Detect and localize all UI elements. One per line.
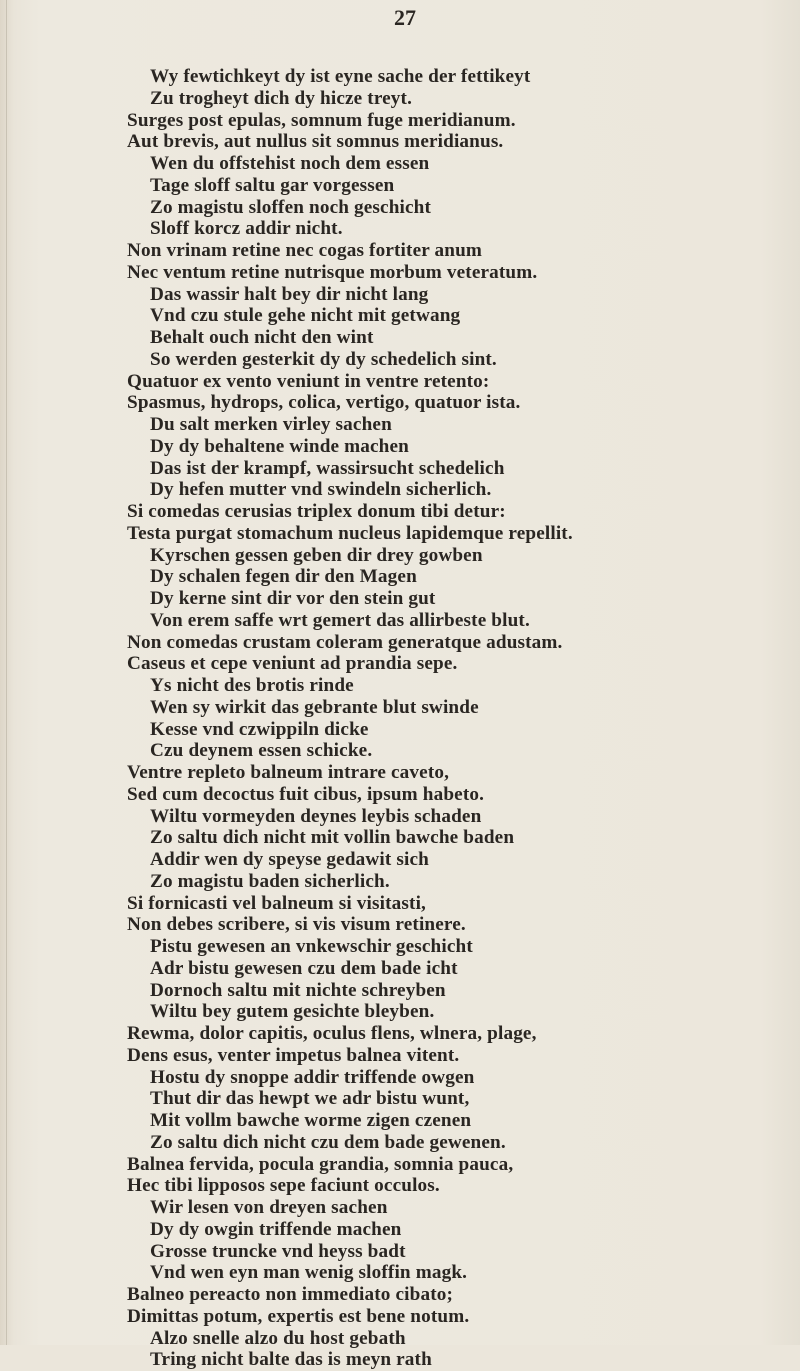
german-verse-line: Zo saltu dich nicht czu dem bade gewenen. — [150, 1131, 506, 1153]
latin-verse-line: Hec tibi lipposos sepe faciunt occulos. — [127, 1175, 440, 1197]
german-verse-line: Alzo snelle alzo du host gebath — [150, 1327, 406, 1349]
german-verse-line: Dy kerne sint dir vor den stein gut — [150, 588, 436, 609]
german-verse-line: Mit vollm bawche worme zigen czenen — [150, 1110, 472, 1131]
german-verse-line: Vnd czu stule gehe nicht mit getwang — [150, 305, 461, 327]
german-verse-line: Du salt merken virley sachen — [150, 414, 392, 435]
german-verse-line: Pistu gewesen an vnkewschir geschicht — [150, 936, 473, 957]
german-verse-line: Zo saltu dich nicht mit vollin bawche baden — [150, 827, 515, 849]
latin-verse-line: Non comedas crustam coleram generatque adustam. — [127, 631, 563, 653]
german-verse-line: Dornoch saltu mit nichte schreyben — [150, 979, 446, 1001]
latin-verse-line: Non debes scribere, si vis visum retinere. — [127, 914, 466, 936]
german-verse-line: Addir wen dy speyse gedawit sich — [150, 849, 429, 870]
german-verse-line: Tage sloff saltu gar vorgessen — [150, 174, 395, 196]
latin-verse-line: Non vrinam retine nec cogas fortiter anum — [127, 240, 483, 261]
german-verse-line: Von erem saffe wrt gemert das allirbeste blut. — [150, 609, 530, 631]
german-verse-line: Wir lesen von dreyen sachen — [150, 1197, 388, 1218]
latin-verse-line: Nec ventum retine nutrisque morbum veteratum. — [127, 261, 538, 283]
latin-verse-line: Balneo pereacto non immediato cibato; — [127, 1284, 454, 1305]
german-verse-line: Ys nicht des brotis rinde — [150, 675, 354, 696]
german-verse-line: Wy fewtichkeyt dy ist eyne sache der fettikeyt — [150, 66, 531, 87]
german-verse-line: Behalt ouch nicht den wint — [150, 327, 374, 348]
german-verse-line: Wen sy wirkit das gebrante blut swinde — [150, 696, 479, 718]
german-verse-line: Kesse vnd czwippiln dicke — [150, 718, 369, 740]
german-verse-line: Das wassir halt bey dir nicht lang — [150, 283, 429, 305]
german-verse-line: Wen du offstehist noch dem essen — [150, 153, 430, 174]
german-verse-line: Dy schalen fegen dir den Magen — [150, 566, 417, 588]
page-gutter-edge — [6, 0, 7, 1345]
german-verse-line: Zu trogheyt dich dy hicze treyt. — [150, 87, 413, 109]
german-verse-line: Adr bistu gewesen czu dem bade icht — [150, 957, 458, 979]
german-verse-line: Kyrschen gessen geben dir drey gowben — [150, 544, 483, 566]
latin-verse-line: Dimittas potum, expertis est bene notum. — [127, 1305, 470, 1327]
latin-verse-line: Sed cum decoctus fuit cibus, ipsum habeto. — [127, 783, 485, 805]
german-verse-line: Zo magistu sloffen noch geschicht — [150, 196, 432, 218]
latin-verse-line: Si comedas cerusias triplex donum tibi detur: — [127, 501, 506, 522]
german-verse-line: Dy dy owgin triffende machen — [150, 1218, 402, 1240]
latin-verse-line: Testa purgat stomachum nucleus lapidemque repellit. — [127, 522, 573, 544]
latin-verse-line: Aut brevis, aut nullus sit somnus meridianus. — [127, 131, 504, 153]
german-verse-line: Czu deynem essen schicke. — [150, 740, 373, 762]
latin-verse-line: Quatuor ex vento veniunt in ventre retento: — [127, 370, 490, 392]
german-verse-line: Sloff korcz addir nicht. — [150, 218, 343, 240]
latin-verse-line: Surges post epulas, somnum fuge meridianum. — [127, 109, 516, 131]
german-verse-line: Zo magistu baden sicherlich. — [150, 870, 390, 892]
german-verse-line: So werden gesterkit dy dy schedelich sint. — [150, 348, 497, 370]
german-verse-line: Dy hefen mutter vnd swindeln sicherlich. — [150, 479, 492, 501]
latin-verse-line: Ventre repleto balneum intrare caveto, — [127, 762, 450, 783]
german-verse-line: Dy dy behaltene winde machen — [150, 435, 409, 457]
german-verse-line: Thut dir das hewpt we adr bistu wunt, — [150, 1088, 470, 1110]
german-verse-line: Wiltu bey gutem gesichte bleyben. — [150, 1001, 435, 1023]
german-verse-line: Vnd wen eyn man wenig sloffin magk. — [150, 1262, 468, 1284]
latin-verse-line: Balnea fervida, pocula grandia, somnia pauca, — [127, 1153, 514, 1175]
german-verse-line: Hostu dy snoppe addir triffende owgen — [150, 1066, 475, 1088]
german-verse-line: Wiltu vormeyden deynes leybis schaden — [150, 805, 482, 827]
latin-verse-line: Rewma, dolor capitis, oculus flens, wlnera, plage, — [127, 1023, 537, 1044]
german-verse-line: Tring nicht balte das is meyn rath — [150, 1349, 432, 1371]
latin-verse-line: Caseus et cepe veniunt ad prandia sepe. — [127, 653, 458, 675]
page-number: 27 — [394, 5, 416, 30]
latin-verse-line: Si fornicasti vel balneum si visitasti, — [127, 892, 427, 914]
latin-verse-line: Dens esus, venter impetus balnea vitent. — [127, 1044, 460, 1066]
german-verse-line: Das ist der krampf, wassirsucht schedelich — [150, 457, 505, 479]
latin-verse-line: Spasmus, hydrops, colica, vertigo, quatuor ista. — [127, 392, 521, 414]
german-verse-line: Grosse truncke vnd heyss badt — [150, 1240, 406, 1262]
